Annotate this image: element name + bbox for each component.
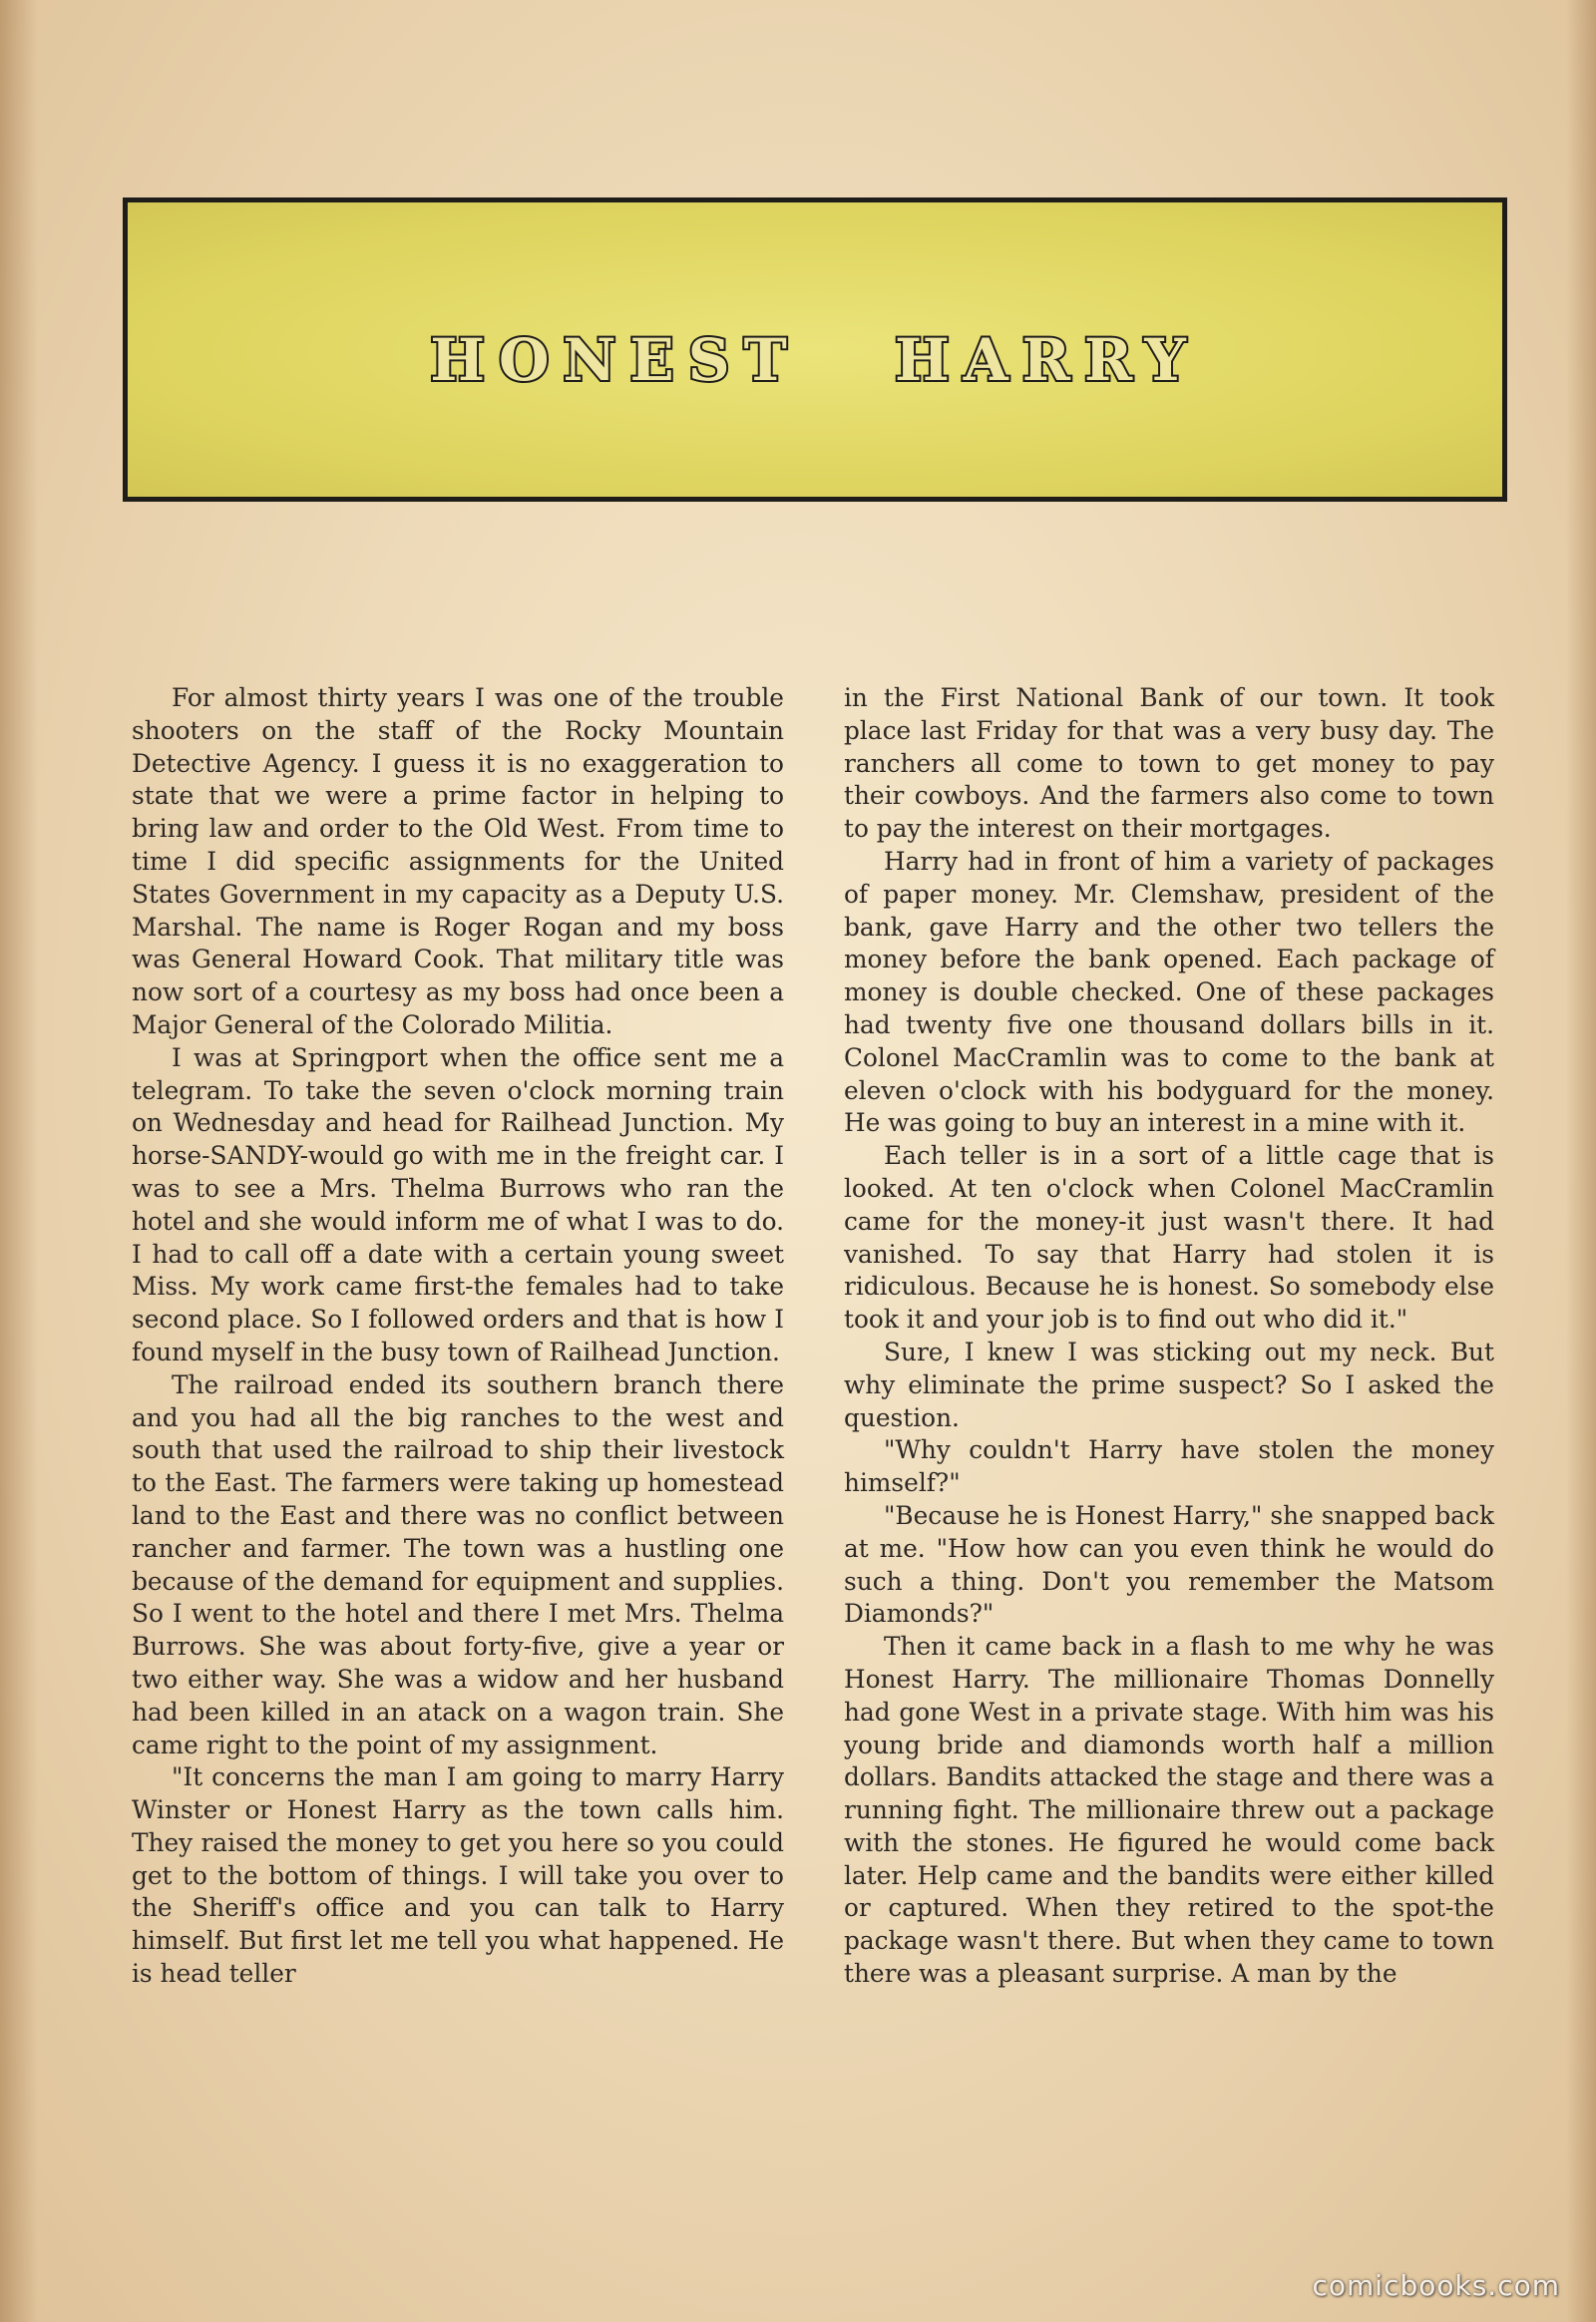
title-banner (123, 197, 1507, 502)
paragraph: Sure, I knew I was sticking out my neck. But why eliminate the prime suspect? So I asked the question. (844, 1337, 1494, 1432)
paragraph: For almost thirty years I was one of the trouble shooters on the staff of the Rocky Mountain Detective Agency. I guess it is no exaggeration to state that we were a prime factor in helping to bring law and order to the Old West. From time to time I did specific assignments for the United States Government in my capacity as a Deputy U.S. Marshal. The name is Roger Rogan and my boss was General Howard Cook. That military title was now sort of a courtesy as my boss had once been a Major General of the Colorado Militia. (132, 683, 784, 1039)
paragraph: in the First National Bank of our town. It took place last Friday for that was a very busy day. The ranchers all come to town to get money to pay their cowboys. And the farmers also come to town to pay the interest on their mortgages. (844, 683, 1494, 844)
right-text-column (844, 682, 1494, 1991)
paragraph: "Because he is Honest Harry," she snapped back at me. "How how can you even think he would do such a thing. Don't you remember the Matsom Diamonds?" (844, 1500, 1494, 1629)
left-text-column (132, 682, 784, 1991)
paragraph: The railroad ended its southern branch there and you had all the big ranches to the west and south that used the railroad to ship their livestock to the East. The farmers were taking up homestead land to the East and there was no conflict between rancher and farmer. The town was a hustling one because of the demand for equipment and supplies. So I went to the hotel and there I met Mrs. Thelma Burrows. She was about forty-five, give a year or two either way. She was a widow and her husband had been killed in an atack on a wagon train. She came right to the point of my assignment. (132, 1369, 784, 1759)
page-edge-right (1566, 0, 1596, 2322)
page-edge-left (0, 0, 38, 2322)
paragraph: Harry had in front of him a variety of packages of paper money. Mr. Clemshaw, president of the bank, gave Harry and the other two tellers the money before the bank opened. Each package of money is double checked. One of these packages had twenty five one thousand dollars bills in it. Colonel MacCramlin was to come to the bank at eleven o'clock with his bodyguard for the money. He was going to buy an interest in a mine with it. (844, 846, 1494, 1138)
paragraph: Then it came back in a flash to me why he was Honest Harry. The millionaire Thomas Donnelly had gone West in a private stage. With him was his young bride and diamonds worth half a million dollars. Bandits attacked the stage and there was a running fight. The millionaire threw out a package with the stones. He figured he would come back later. Help came and the bandits were either killed or captured. When they retired to the spot-the package wasn't there. But when they came to town there was a pleasant surprise. A man by the (844, 1632, 1494, 1989)
watermark: comicbooks.com (1312, 2269, 1560, 2302)
paragraph: Each teller is in a sort of a little cage that is looked. At ten o'clock when Colonel MacCramlin came for the money-it just wasn't there. It had vanished. To say that Harry had stolen it is ridiculous. Because he is honest. So somebody else took it and your job is to find out who did it." (844, 1141, 1494, 1335)
paragraph: I was at Springport when the office sent me a telegram. To take the seven o'clock morning train on Wednesday and head for Railhead Junction. My horse-SANDY-would go with me in the freight car. I was to see a Mrs. Thelma Burrows who ran the hotel and she would inform me of what I was to do. I had to call off a date with a certain young sweet Miss. My work came first-the females had to take second place. So I followed orders and that is how I found myself in the busy town of Railhead Junction. (132, 1042, 784, 1366)
paragraph: "Why couldn't Harry have stolen the money himself?" (844, 1435, 1494, 1498)
story-title: HONEST HARRY (430, 325, 1200, 394)
paragraph: "It concerns the man I am going to marry Harry Winster or Honest Harry as the town calls him. They raised the money to get you here so you could get to the bottom of things. I will take you over to the Sheriff's office and you can talk to Harry himself. But first let me tell you what happened. He is head teller (132, 1762, 784, 1989)
